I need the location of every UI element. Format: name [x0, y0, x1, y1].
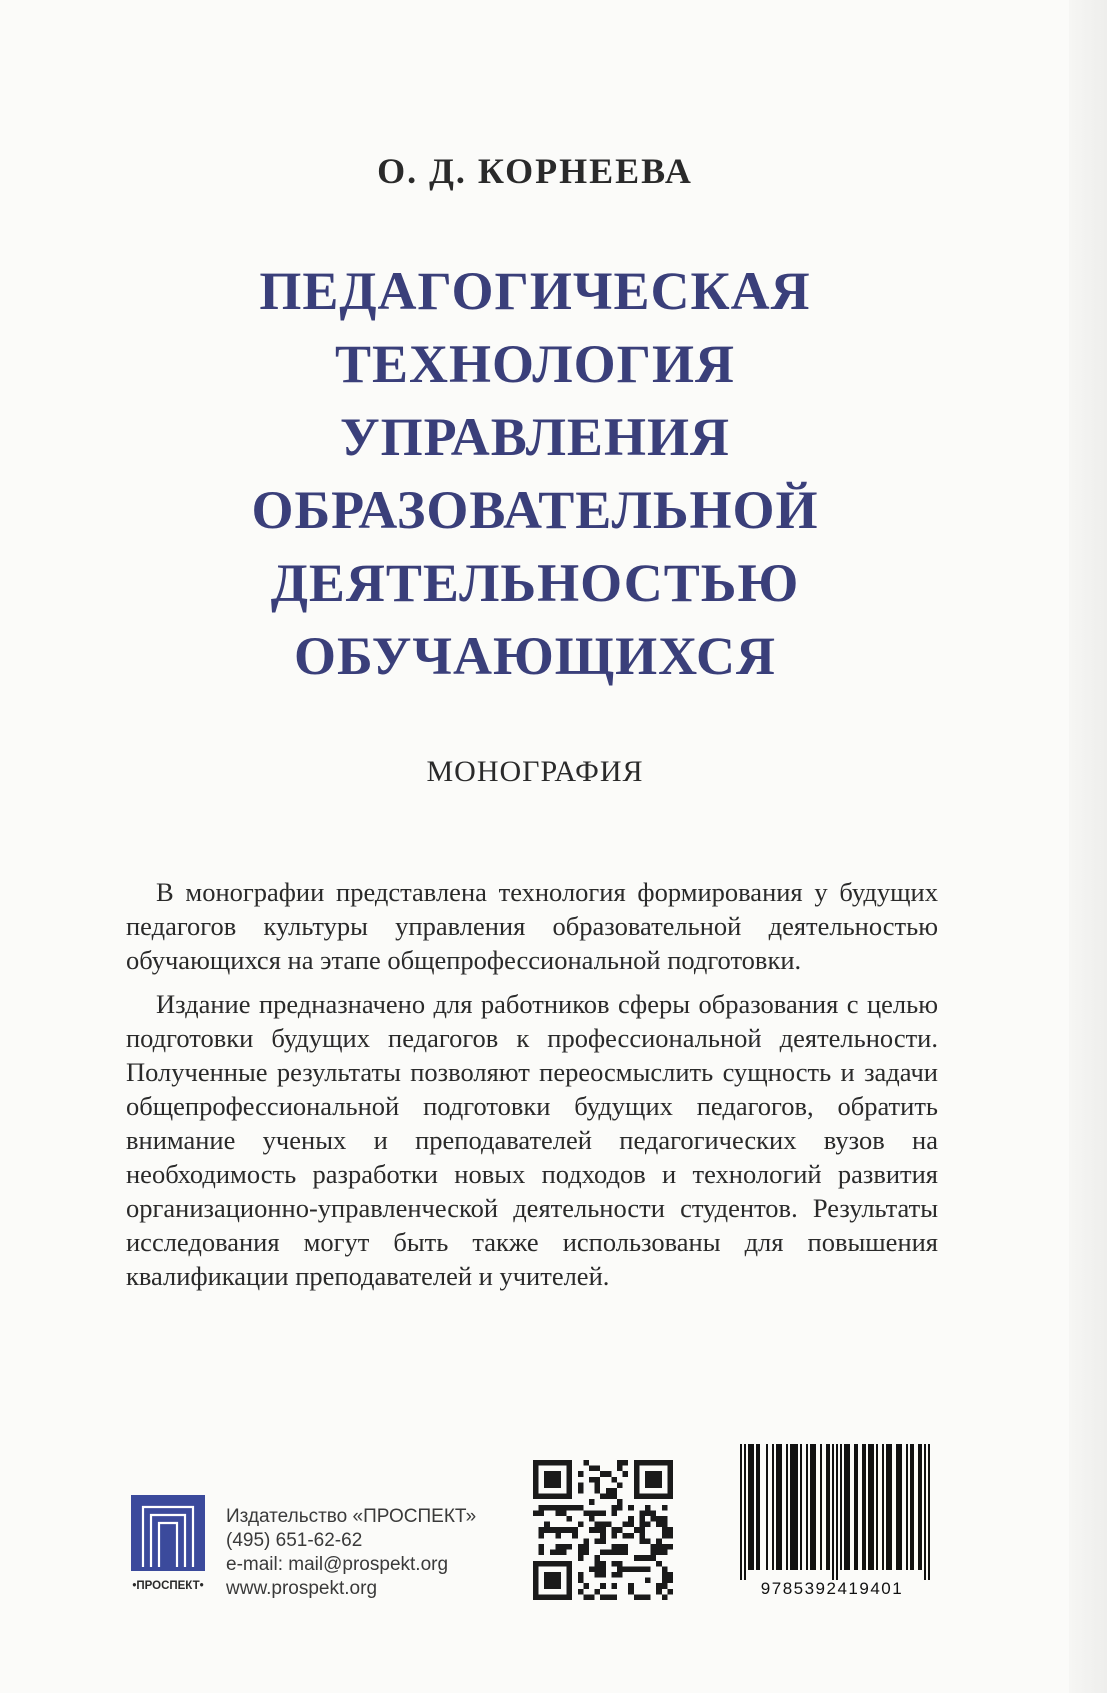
annotation-paragraph: В монографии представлена технология формирования у будущих педагогов культуры управления образовательной деятельностью обучающихся на этапе общепрофессиональной подготовки. — [126, 877, 938, 975]
qr-code — [533, 1460, 673, 1600]
isbn-barcode — [728, 1440, 936, 1600]
genre-label: МОНОГРАФИЯ — [426, 755, 644, 788]
author-name: О. Д. КОРНЕЕВА — [377, 151, 693, 191]
title-line: ПЕДАГОГИЧЕСКАЯ — [259, 261, 811, 321]
barcode-digits: 9785392419401 — [760, 1579, 904, 1598]
cover-spine-edge — [1069, 0, 1107, 1693]
logo-text: •ПРОСПЕКТ• — [132, 1580, 204, 1592]
publisher-logo — [125, 1495, 215, 1595]
publisher-website: www.prospekt.org — [226, 1578, 378, 1599]
annotation-paragraph: Издание предназначено для работников сферы образования с целью подготовки будущих педагогов к профессиональной деятельности. Полученные результаты позволяют переосмыслить сущность и задачи общепрофессиональной подготовки будущих педагогов, обратить внимание ученых и преподавателей педагогических вузов на необходимость разработки новых подходов и технологий развития организационно-управленческой деятельности студентов. Результаты исследования могут быть также использованы для повышения квалификации преподавателей и учителей. — [126, 989, 938, 1291]
annotation — [126, 875, 938, 1303]
publisher-info — [226, 1505, 476, 1601]
title-line: ОБРАЗОВАТЕЛЬНОЙ — [251, 480, 819, 540]
publisher-name: Издательство «ПРОСПЕКТ» — [226, 1506, 477, 1527]
title-line: ОБУЧАЮЩИХСЯ — [293, 626, 777, 686]
publisher-email: e-mail: mail@prospekt.org — [226, 1554, 449, 1575]
title-line: УПРАВЛЕНИЯ — [340, 407, 730, 467]
title-line: ТЕХНОЛОГИЯ — [335, 334, 735, 394]
title-line: ДЕЯТЕЛЬНОСТЬЮ — [270, 553, 800, 613]
publisher-phone: (495) 651-62-62 — [226, 1530, 363, 1551]
book-title — [0, 255, 1070, 693]
